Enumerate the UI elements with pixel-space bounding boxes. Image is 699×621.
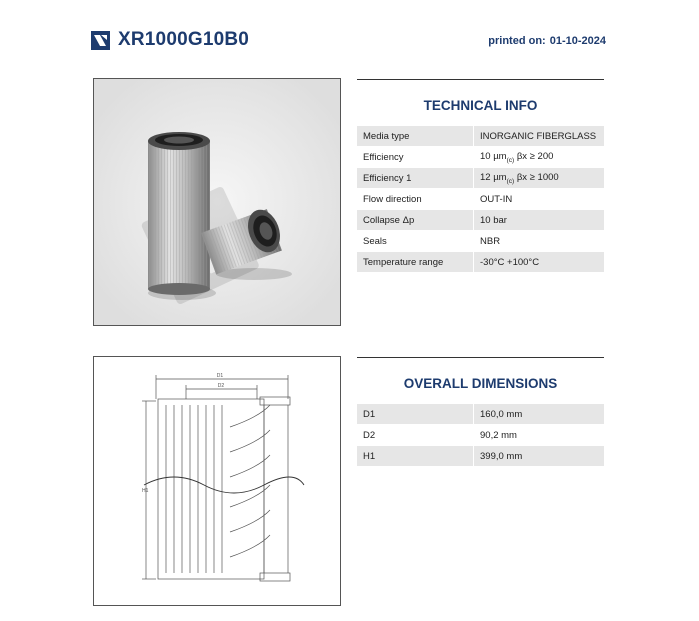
dimension-drawing-image — [94, 357, 340, 605]
dimension-label: D2 — [357, 425, 474, 446]
dimension-value: 399,0 mm — [474, 446, 605, 467]
dimension-label: D1 — [357, 404, 474, 425]
spec-label: Media type — [357, 126, 474, 147]
brand-logo-icon — [91, 31, 110, 50]
printed-date — [488, 35, 606, 47]
overall-dimensions-table — [357, 404, 604, 467]
section-divider — [357, 357, 604, 358]
table-row — [357, 252, 604, 273]
dimension-value: 160,0 mm — [474, 404, 605, 425]
d2-label: D2 — [217, 383, 225, 389]
technical-info-section — [357, 79, 604, 273]
section-divider — [357, 79, 604, 80]
spec-label: Efficiency — [357, 147, 474, 168]
spec-label: Flow direction — [357, 189, 474, 210]
overall-dimensions-section — [357, 357, 604, 467]
spec-label: Collapse Δp — [357, 210, 474, 231]
table-row — [357, 147, 604, 168]
product-code-title: XR1000G10B0 — [118, 29, 250, 50]
spec-value: 10 µm$_{(c)}$ βx ≥ 200 — [474, 147, 605, 168]
spec-label: Seals — [357, 231, 474, 252]
table-row — [357, 210, 604, 231]
technical-info-title: TECHNICAL INFO — [423, 98, 538, 113]
filter-cartridge-image — [94, 79, 340, 325]
table-row — [357, 446, 604, 467]
table-row — [357, 231, 604, 252]
h1-label: H1 — [142, 488, 149, 494]
dimension-label: H1 — [357, 446, 474, 467]
spec-value: OUT-IN — [474, 189, 605, 210]
d1-label: D1 — [216, 373, 224, 379]
technical-info-table — [357, 126, 604, 273]
dimension-value: 90,2 mm — [474, 425, 605, 446]
spec-value: NBR — [474, 231, 605, 252]
spec-value: 12 µm$_{(c)}$ βx ≥ 1000 — [474, 168, 605, 189]
spec-label: Temperature range — [357, 252, 474, 273]
spec-label: Efficiency 1 — [357, 168, 474, 189]
technical-drawing — [93, 356, 341, 606]
product-photo — [93, 78, 341, 326]
spec-value: 10 bar — [474, 210, 605, 231]
table-row — [357, 189, 604, 210]
table-row — [357, 404, 604, 425]
spec-value: INORGANIC FIBERGLASS — [474, 126, 605, 147]
table-row — [357, 425, 604, 446]
table-row — [357, 126, 604, 147]
printed-label: printed on: — [488, 35, 546, 47]
table-row — [357, 168, 604, 189]
overall-dimensions-title: OVERALL DIMENSIONS — [403, 376, 558, 391]
spec-value: -30°C +100°C — [474, 252, 605, 273]
printed-date-value: 01-10-2024 — [549, 35, 606, 47]
